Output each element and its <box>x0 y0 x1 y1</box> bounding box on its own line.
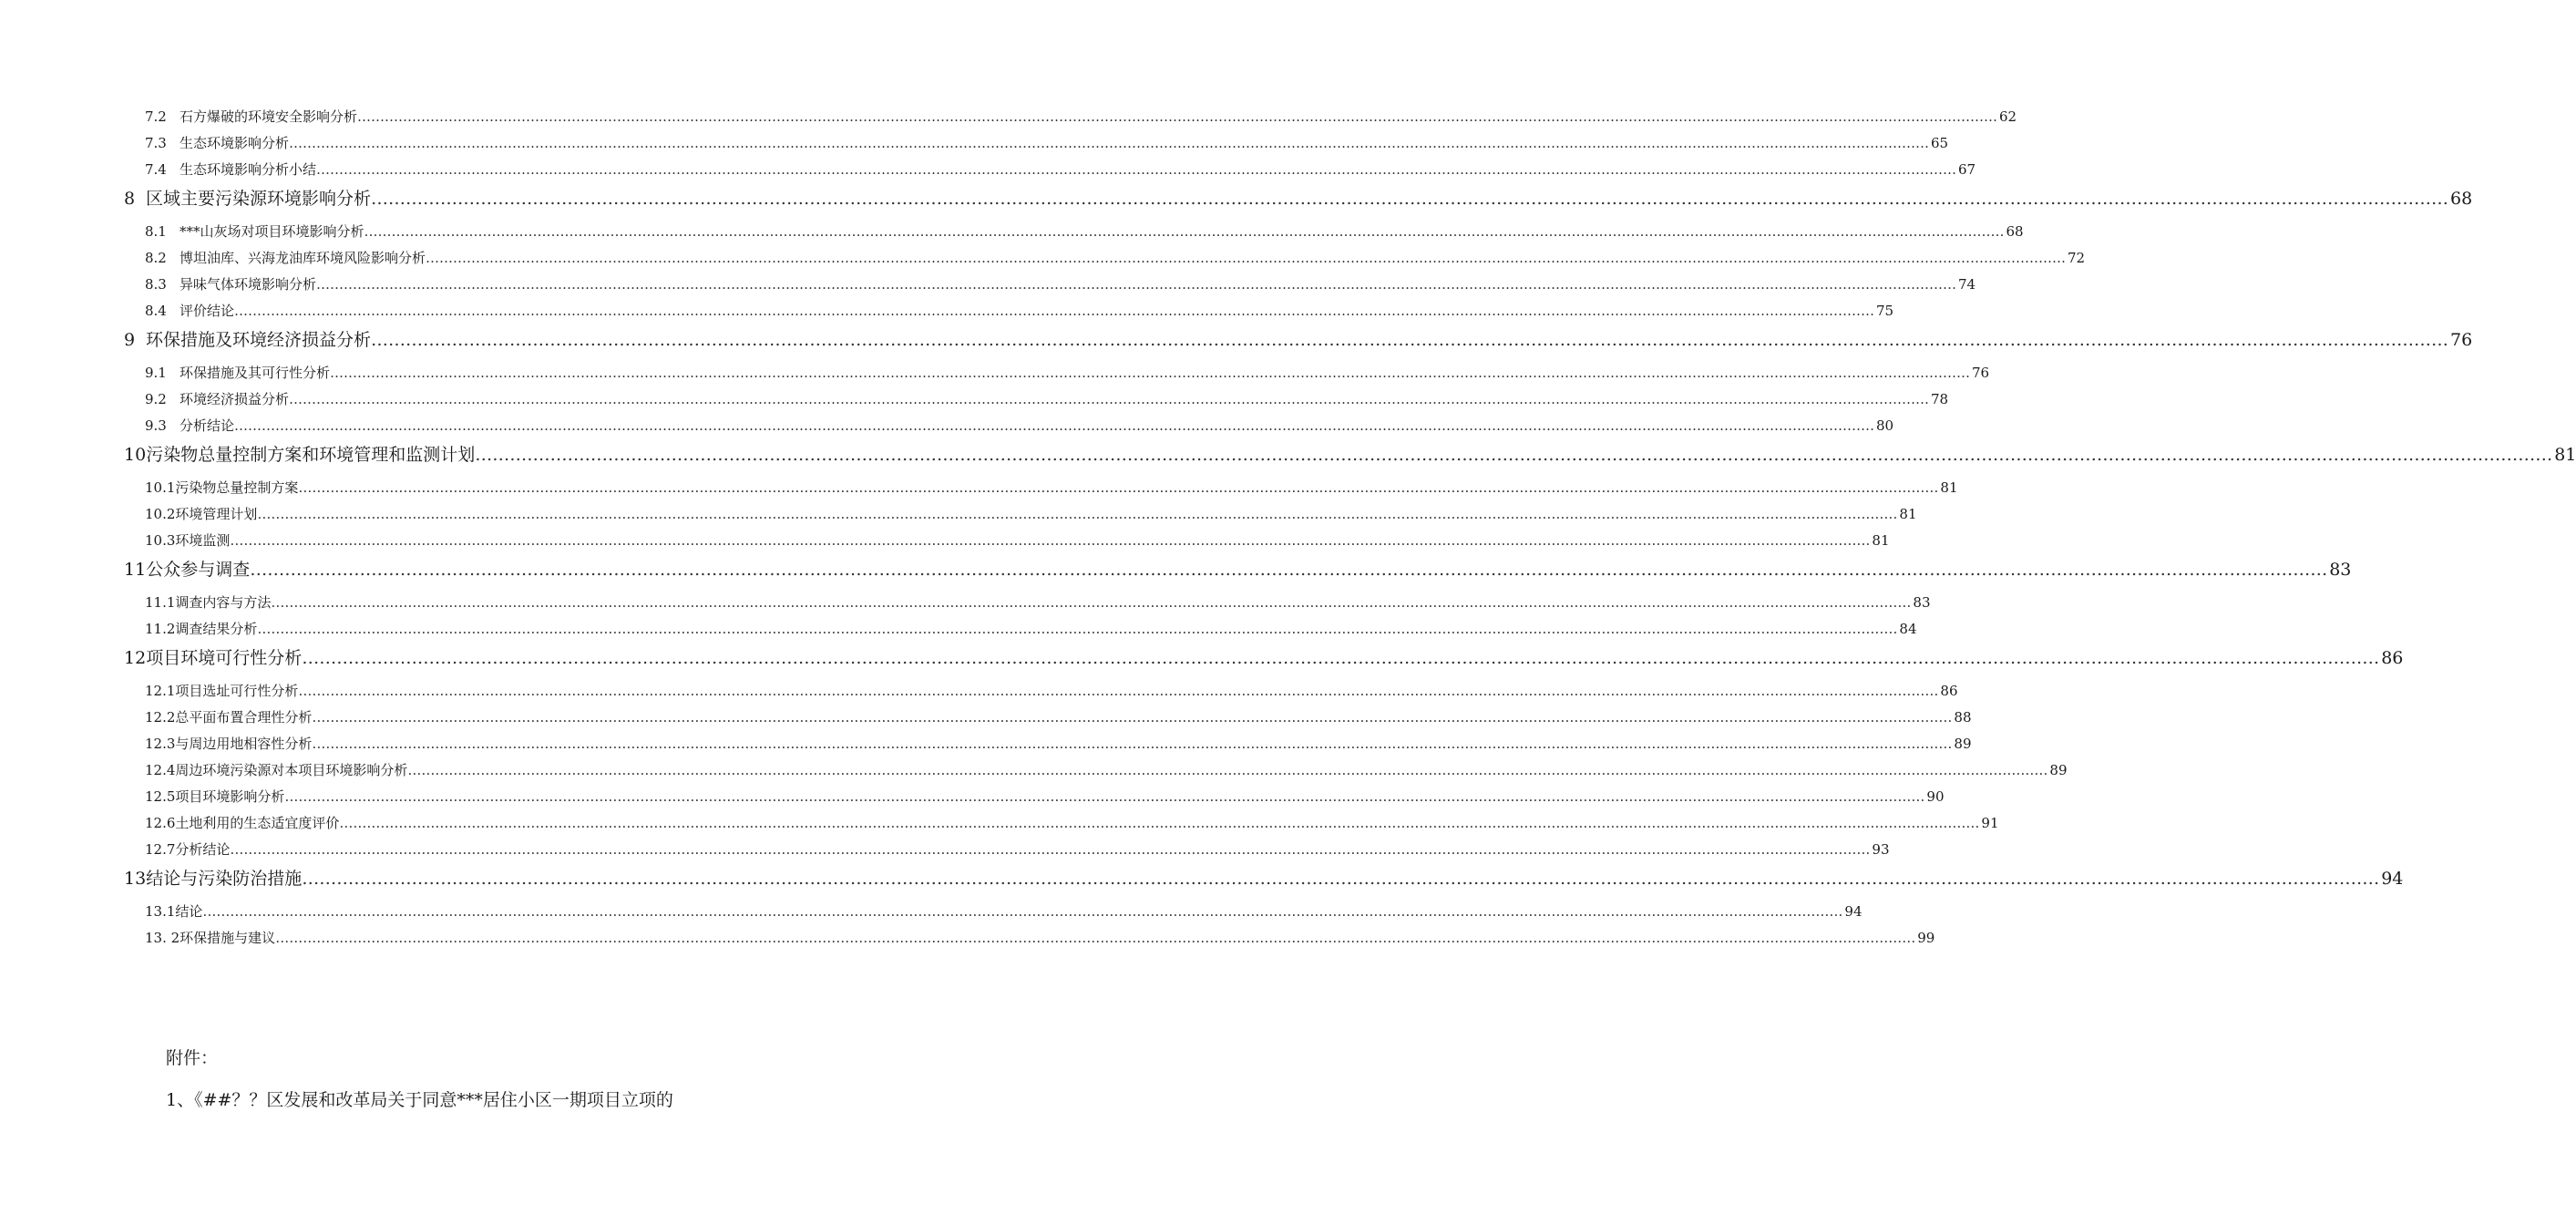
toc-section <box>145 130 1949 157</box>
appendix-label: 附件： <box>166 1048 219 1068</box>
toc-section <box>145 528 1890 554</box>
toc-title: 博坦油库、兴海龙油库环境风险影响分析 <box>180 250 426 266</box>
toc-title: 生态环境影响分析小结 <box>180 161 317 178</box>
toc-number: 11.2 <box>145 621 176 637</box>
toc-page-number: 76 <box>2450 330 2473 350</box>
toc-leader-dots: ……………………………………………………………………………………………………………………………………………………………………………………………………………………………………………………………………………………………………………………………… <box>202 903 1843 920</box>
toc-leader-dots: ……………………………………………………………………………………………………………………………………………………………………………………………………………………………………………………………………………………………………………………………… <box>230 841 1871 858</box>
toc-page-number: 78 <box>1931 391 1949 407</box>
toc-leader-dots: ……………………………………………………………………………………………………………………………………………………………………………………………………………………………………………………………………………………………………………………………… <box>257 506 1898 522</box>
toc-leader-dots: ……………………………………………………………………………………………………………………………………………………………………………………………………………………………………………………………………………………………………………………………… <box>312 709 1953 726</box>
toc-section <box>145 219 2024 245</box>
toc-leader-dots: ……………………………………………………………………………………………………………………………………………………………………………………………………………………………………………………………………………………………………………………………… <box>250 560 2328 580</box>
toc-page-number: 89 <box>2049 762 2068 778</box>
toc-section <box>145 104 2017 130</box>
toc-number: 8 <box>124 189 136 209</box>
toc-leader-dots: ……………………………………………………………………………………………………………………………………………………………………………………………………………………………………………………………………………………………………………………………… <box>284 788 1925 805</box>
toc-page-number: 91 <box>1981 815 1999 831</box>
toc-section <box>145 272 1976 298</box>
toc-title: 项目环境影响分析 <box>175 788 285 805</box>
toc-number: 12.4 <box>145 762 176 778</box>
toc-title: 分析结论 <box>175 841 231 858</box>
toc-page-number: 86 <box>2381 648 2404 668</box>
toc-title: 石方爆破的环境安全影响分析 <box>180 108 358 125</box>
toc-number: 10 <box>124 445 147 465</box>
toc-leader-dots: ……………………………………………………………………………………………………………………………………………………………………………………………………………………………………………………………………………………………………………………………… <box>298 683 1939 699</box>
toc-leader-dots: ……………………………………………………………………………………………………………………………………………………………………………………………………………………………………………………………………………………………………………………………… <box>289 135 1930 151</box>
toc-section <box>145 245 2086 272</box>
toc-number: 11.1 <box>145 594 176 611</box>
toc-title: 环境监测 <box>175 532 231 549</box>
toc-page-number: 68 <box>2450 189 2473 209</box>
toc-number: 12.1 <box>145 683 176 699</box>
toc-number: 11 <box>124 560 147 580</box>
toc-page-number: 75 <box>1876 303 1894 319</box>
toc-leader-dots: ……………………………………………………………………………………………………………………………………………………………………………………………………………………………………………………………………………………………………………………………… <box>234 303 1875 319</box>
toc-title: 分析结论 <box>180 417 235 434</box>
toc-number: 12 <box>124 648 147 668</box>
toc-section <box>145 925 1935 952</box>
toc-page-number: 81 <box>1872 532 1890 549</box>
toc-page-number: 76 <box>1972 365 1990 381</box>
toc-section <box>145 757 2068 784</box>
toc-title: 项目环境可行性分析 <box>146 648 303 668</box>
toc-title: 环保措施及其可行性分析 <box>180 365 331 381</box>
toc-number: 9.1 <box>145 365 167 381</box>
toc-title: 污染物总量控制方案和环境管理和监测计划 <box>146 445 476 465</box>
toc-leader-dots: ……………………………………………………………………………………………………………………………………………………………………………………………………………………………………………………………………………………………………………………………… <box>364 223 2005 240</box>
toc-leader-dots: ……………………………………………………………………………………………………………………………………………………………………………………………………………………………………………………………………………………………………………………………… <box>407 762 2048 778</box>
toc-chapter <box>124 322 2473 358</box>
toc-leader-dots: ……………………………………………………………………………………………………………………………………………………………………………………………………………………………………………………………………………………………………………………………… <box>230 532 1871 549</box>
toc-section <box>145 616 1917 643</box>
toc-page-number: 81 <box>1899 506 1917 522</box>
toc-number: 8.3 <box>145 276 167 293</box>
toc-chapter <box>124 860 2404 897</box>
toc-title: 生态环境影响分析 <box>180 135 290 151</box>
appendix-section <box>166 1037 673 1121</box>
toc-page-number: 99 <box>1917 930 1935 946</box>
toc-number: 8.4 <box>145 303 167 319</box>
toc-section <box>145 837 1890 863</box>
toc-title: 结论与污染防治措施 <box>146 869 303 889</box>
toc-page-number: 89 <box>1954 736 1972 752</box>
toc-page-number: 81 <box>2554 445 2576 465</box>
toc-leader-dots: ……………………………………………………………………………………………………………………………………………………………………………………………………………………………………………………………………………………………………………………………… <box>289 391 1930 407</box>
toc-number: 7.2 <box>145 108 167 125</box>
toc-title: ***山灰场对项目环境影响分析 <box>180 223 364 240</box>
toc-number: 8.1 <box>145 223 167 240</box>
toc-section <box>145 810 1999 837</box>
toc-number: 13.1 <box>145 903 176 920</box>
appendix-item-1: 1、《##？？区发展和改革局关于同意***居住小区一期项目立项的 <box>166 1090 673 1110</box>
toc-title: 环保措施及环境经济损益分析 <box>146 330 372 350</box>
toc-number: 10.3 <box>145 532 176 549</box>
toc-number: 12.2 <box>145 709 176 726</box>
toc-page-number: 80 <box>1876 417 1894 434</box>
toc-number: 9 <box>124 330 136 350</box>
toc-title: 调查结果分析 <box>175 621 258 637</box>
toc-page-number: 90 <box>1926 788 1945 805</box>
toc-page-number: 88 <box>1954 709 1972 726</box>
toc-leader-dots: ……………………………………………………………………………………………………………………………………………………………………………………………………………………………………………………………………………………………………………………………… <box>330 365 1971 381</box>
toc-section <box>145 360 1990 386</box>
toc-title: 区域主要污染源环境影响分析 <box>146 189 372 209</box>
toc-chapter <box>124 551 2352 588</box>
toc-section <box>145 705 1972 731</box>
toc-leader-dots: ……………………………………………………………………………………………………………………………………………………………………………………………………………………………………………………………………………………………………………………………… <box>257 621 1898 637</box>
toc-number: 13 <box>124 869 147 889</box>
toc-section <box>145 157 1976 183</box>
toc-page-number: 68 <box>2006 223 2024 240</box>
toc-page-number: 67 <box>1958 161 1976 178</box>
toc-title: 土地利用的生态适宜度评价 <box>175 815 340 831</box>
toc-section <box>145 298 1894 324</box>
toc-title: 环境经济损益分析 <box>180 391 290 407</box>
toc-section <box>145 501 1917 528</box>
toc-leader-dots: ……………………………………………………………………………………………………………………………………………………………………………………………………………………………………………………………………………………………………………………………… <box>312 736 1953 752</box>
toc-leader-dots: ……………………………………………………………………………………………………………………………………………………………………………………………………………………………………………………………………………………………………………………………… <box>316 276 1957 293</box>
toc-number: 9.3 <box>145 417 167 434</box>
toc-number: 12.7 <box>145 841 176 858</box>
toc-leader-dots: ……………………………………………………………………………………………………………………………………………………………………………………………………………………………………………………………………………………………………………………………… <box>371 330 2449 350</box>
toc-number: 7.3 <box>145 135 167 151</box>
toc-number: 12.5 <box>145 788 176 805</box>
toc-leader-dots: ……………………………………………………………………………………………………………………………………………………………………………………………………………………………………………………………………………………………………………………………… <box>339 815 1980 831</box>
toc-title: 结论 <box>175 903 203 920</box>
toc-section <box>145 386 1949 413</box>
toc-title: 与周边用地相容性分析 <box>175 736 313 752</box>
toc-leader-dots: ……………………………………………………………………………………………………………………………………………………………………………………………………………………………………………………………………………………………………………………………… <box>234 417 1875 434</box>
toc-title: 周边环境污染源对本项目环境影响分析 <box>175 762 408 778</box>
toc-chapter <box>124 437 2576 473</box>
toc-leader-dots: ……………………………………………………………………………………………………………………………………………………………………………………………………………………………………………………………………………………………………………………………… <box>357 108 1998 125</box>
toc-number: 10.1 <box>145 479 176 496</box>
toc-number: 9.2 <box>145 391 167 407</box>
toc-page-number: 93 <box>1872 841 1890 858</box>
toc-section <box>145 899 1863 925</box>
toc-section <box>145 413 1894 439</box>
toc-page-number: 94 <box>1844 903 1863 920</box>
toc-page-number: 83 <box>1913 594 1931 611</box>
toc-number: 12.6 <box>145 815 176 831</box>
toc-title: 公众参与调查 <box>146 560 251 580</box>
toc-number: 10.2 <box>145 506 176 522</box>
toc-section <box>145 731 1972 757</box>
toc-page-number: 94 <box>2381 869 2404 889</box>
toc-title: 总平面布置合理性分析 <box>175 709 313 726</box>
toc-leader-dots: ……………………………………………………………………………………………………………………………………………………………………………………………………………………………………………………………………………………………………………………………… <box>475 445 2553 465</box>
toc-page-number: 84 <box>1899 621 1917 637</box>
toc-title: 异味气体环境影响分析 <box>180 276 317 293</box>
toc-page-number: 65 <box>1931 135 1949 151</box>
toc-chapter <box>124 640 2404 676</box>
toc-page-number: 74 <box>1958 276 1976 293</box>
toc-number: 13. 2 <box>145 930 180 946</box>
toc-section <box>145 590 1931 616</box>
table-of-contents <box>124 104 2576 952</box>
toc-leader-dots: ……………………………………………………………………………………………………………………………………………………………………………………………………………………………………………………………………………………………………………………………… <box>316 161 1957 178</box>
toc-number: 12.3 <box>145 736 176 752</box>
toc-section <box>145 678 1958 705</box>
toc-section <box>145 784 1945 810</box>
toc-title: 评价结论 <box>180 303 235 319</box>
toc-leader-dots: ……………………………………………………………………………………………………………………………………………………………………………………………………………………………………………………………………………………………………………………………… <box>302 869 2380 889</box>
toc-leader-dots: ……………………………………………………………………………………………………………………………………………………………………………………………………………………………………………………………………………………………………………………………… <box>271 594 1912 611</box>
toc-page-number: 72 <box>2068 250 2086 266</box>
toc-page-number: 62 <box>1999 108 2017 125</box>
toc-title: 环境管理计划 <box>175 506 258 522</box>
toc-leader-dots: ……………………………………………………………………………………………………………………………………………………………………………………………………………………………………………………………………………………………………………………………… <box>298 479 1939 496</box>
toc-title: 环保措施与建议 <box>180 930 276 946</box>
toc-title: 调查内容与方法 <box>175 594 272 611</box>
toc-leader-dots: ……………………………………………………………………………………………………………………………………………………………………………………………………………………………………………………………………………………………………………………………… <box>426 250 2067 266</box>
toc-page-number: 86 <box>1940 683 1958 699</box>
toc-leader-dots: ……………………………………………………………………………………………………………………………………………………………………………………………………………………………………………………………………………………………………………………………… <box>275 930 1916 946</box>
toc-number: 8.2 <box>145 250 167 266</box>
toc-leader-dots: ……………………………………………………………………………………………………………………………………………………………………………………………………………………………………………………………………………………………………………………………… <box>302 648 2380 668</box>
toc-chapter <box>124 180 2473 217</box>
toc-page-number: 83 <box>2329 560 2352 580</box>
toc-number: 7.4 <box>145 161 167 178</box>
toc-leader-dots: ……………………………………………………………………………………………………………………………………………………………………………………………………………………………………………………………………………………………………………………………… <box>371 189 2449 209</box>
toc-section <box>145 475 1958 501</box>
toc-title: 项目选址可行性分析 <box>175 683 299 699</box>
toc-title: 污染物总量控制方案 <box>175 479 299 496</box>
toc-page-number: 81 <box>1940 479 1958 496</box>
